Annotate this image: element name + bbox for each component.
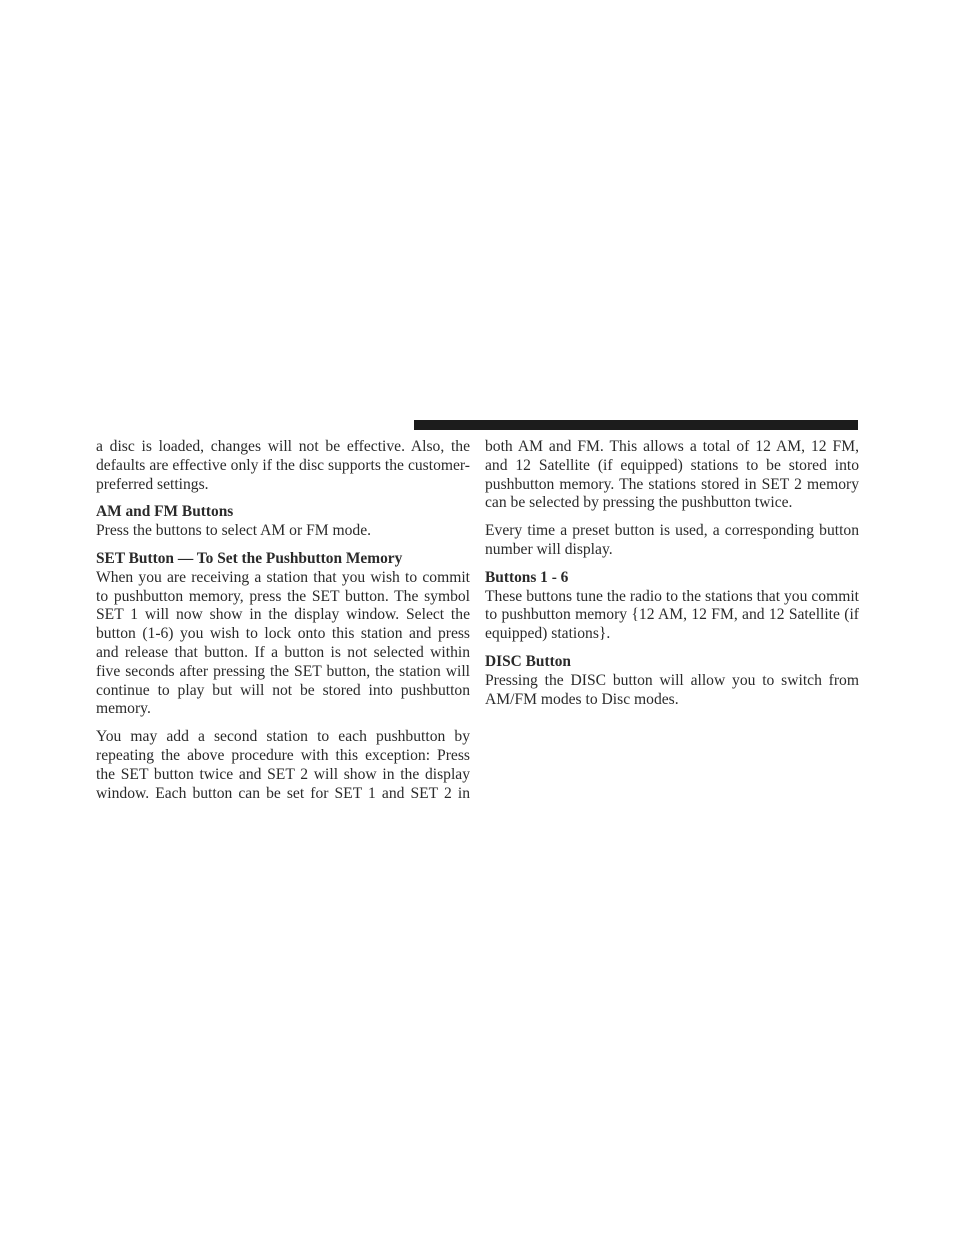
right-column: [485, 438, 859, 718]
disc-button-paragraph: Pressing the DISC button will allow you to switch from AM/FM modes to Disc modes.: [485, 671, 859, 708]
intro-paragraph: a disc is loaded, changes will not be effective. Also, the defaults are effective only if the disc supports the customer-preferred settings.: [96, 438, 470, 493]
buttons-1-6-heading: Buttons 1 - 6: [485, 568, 569, 586]
buttons-1-6-paragraph: These buttons tune the radio to the stations that you commit to pushbutton memory {12 AM, 12 FM, and 12 Satellite (if equipped) stations}.: [485, 587, 859, 643]
am-fm-paragraph: Press the buttons to select AM or FM mode.: [96, 522, 372, 540]
second-station-paragraph: You may add a second station to each pushbutton by repeating the above procedure with this exception: Press the SET button twice and SET 2 will show in the display window. Each button can be set for SET 1 and SET 2 in: [96, 728, 470, 802]
set-button-heading: SET Button — To Set the Pushbutton Memory: [96, 549, 403, 567]
am-fm-heading: AM and FM Buttons: [96, 503, 234, 521]
disc-button-heading: DISC Button: [485, 652, 571, 670]
set-button-paragraph: When you are receiving a station that you wish to commit to pushbutton memory, press the SET button. The symbol SET 1 will now show in the display window. Select the button (1-6) you wish to lock onto this station and press and release that button. If a button is not selected within five seconds after pressing the SET button, the station will continue to play but will not be stored into pushbutton memory.: [96, 568, 470, 718]
continued-paragraph: both AM and FM. This allows a total of 12 AM, 12 FM, and 12 Satellite (if equipped) stations to be stored into pushbutton memory. The stations stored in SET 2 memory can be selected by pressing the pushbutton twice.: [485, 438, 859, 512]
left-column: [96, 438, 470, 812]
preset-paragraph: Every time a preset button is used, a corresponding button number will display.: [485, 522, 859, 558]
header-rule: [414, 420, 858, 430]
